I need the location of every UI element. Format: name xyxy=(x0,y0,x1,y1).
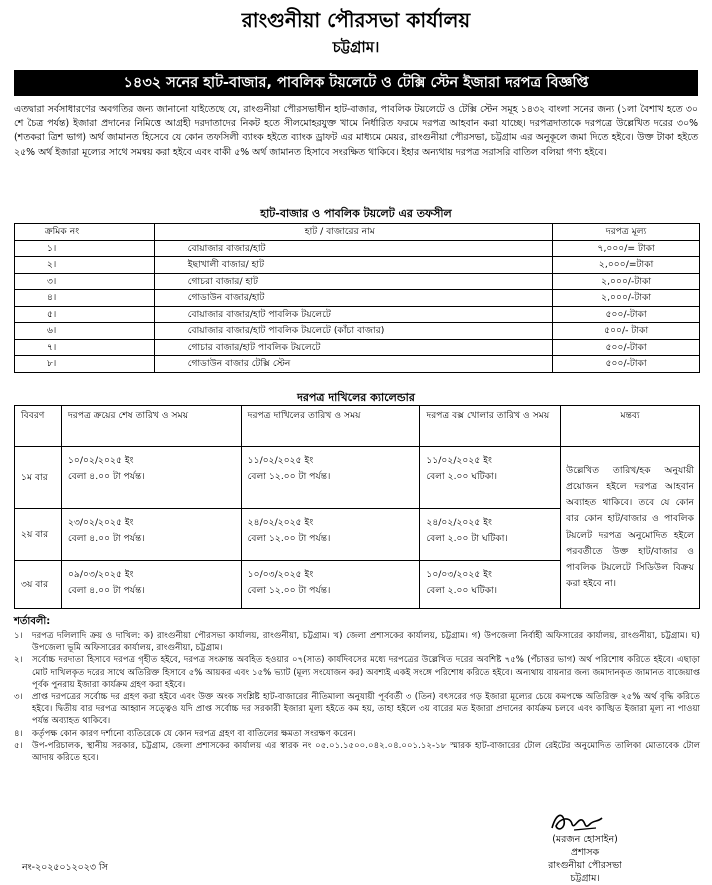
row-name: বোয়াজার বাজার/হাট পাবলিক টয়লেটে (কাঁচা বাজার) xyxy=(154,323,552,340)
calendar-title: দরপত্র দাখিলের ক্যালেন্ডার xyxy=(297,391,415,404)
row-name: গোডাউন বাজার/হাট xyxy=(154,290,552,307)
open-date: ২৪/০২/২০২৫ ইং xyxy=(426,517,492,528)
submit-time: বেলা ১২.০০ টা পর্যন্ত। xyxy=(247,471,331,482)
schedule-title: হাট-বাজার ও পাবলিক টয়লেট এর তফসীল xyxy=(260,207,452,220)
row-sl: ৮। xyxy=(15,356,155,373)
row-sl: ৬। xyxy=(15,323,155,340)
open-cell xyxy=(420,447,561,509)
schedule-table xyxy=(14,223,700,373)
row-price: ৭,০০০/= টাকা xyxy=(553,240,700,257)
schedule-header-sl: ক্রমিক নং xyxy=(15,224,155,241)
buy-time: বেলা ৪.০০ টা পর্যন্ত। xyxy=(67,533,145,544)
table-row xyxy=(15,306,700,323)
calendar-header-remark: মন্তব্য xyxy=(561,406,700,447)
open-time: বেলা ২.০০ ঘটিকা। xyxy=(426,471,498,482)
submit-date: ১১/০২/২০২৫ ইং xyxy=(247,455,314,466)
row-price: ২,০০০/=টাকা xyxy=(553,257,700,274)
officer-name: (মরজন হোসাইন) xyxy=(552,834,618,845)
schedule-header-row xyxy=(15,224,700,241)
term-text: উপ-পরিচালক, স্থানীয় সরকার, চট্টগ্রাম, জেলা প্রশাসকের কার্যালয় এর স্বারক নং ০৫.০১.১৫০০.০৪২.০৪.০০১.১২-১৮ স্মারক হাট-বাজারের টোল রেইটের অনুমোদিত তালিকা মোতাবেক টোল আদায় করিতে হবে। xyxy=(32,740,700,764)
buy-cell xyxy=(61,561,241,609)
term-number: ২। xyxy=(14,655,23,666)
list-item xyxy=(14,740,700,764)
open-date: ১১/০২/২০২৫ ইং xyxy=(426,455,492,466)
table-row xyxy=(15,323,700,340)
row-sl: ৫। xyxy=(15,306,155,323)
office-city: চট্টগ্রাম। xyxy=(332,38,380,56)
row-price: ৫০০/-টাকা xyxy=(553,356,700,373)
term-number: ৪। xyxy=(14,728,23,739)
buy-cell xyxy=(61,509,241,561)
submit-cell xyxy=(241,561,420,609)
calendar-header-row xyxy=(15,406,700,447)
buy-cell xyxy=(61,447,241,509)
term-text: সর্বোচ্চ দরদাতা হিসাবে দরপত্র গৃহীত হইবে, দরপত্র সংক্রান্ত অবহিত হওয়ার ০৭(সাত) কার্যদিবসের মধ্যে দরপত্রের উল্লেখিত দরের অবশিষ্ট ৭৫% (পঁচাত্তর ভাগ) অর্থ পরিশোধ করিতে হইবে। এছাড়া মোট দাখিলকৃত দরের সাথে অতিরিক্ত হিসাবে ৫% আয়কর এবং ১৫% ভ্যাট (মূল্য সংযোজন কর) অবশ্যই একই সংঙ্গে পরিশোধ করিতে হইবে। অন্যথায় বায়নার জন্য জমাদানকৃত জামানত বাজেয়াপ্ত পূর্বক পুনরায় ইজারা কার্যক্রম গ্রহণ করা হইবে। xyxy=(32,655,700,690)
row-sl: ১। xyxy=(15,240,155,257)
calendar-header-open: দরপত্র বক্স খোলার তারিখ ও সময় xyxy=(420,406,561,447)
term-number: ৩। xyxy=(14,692,23,703)
term-number: ৫। xyxy=(14,740,23,751)
term-text: কর্তৃপক্ষ কোন কারণ দর্শানো ব্যতিরেকে যে কোন দরপত্র গ্রহণ বা বাতিলের ক্ষমতা সংরক্ষণ করেন। xyxy=(32,728,356,739)
buy-time: বেলা ৪.০০ টা পর্যন্ত। xyxy=(67,585,145,596)
open-cell xyxy=(420,561,561,609)
list-item xyxy=(14,630,700,654)
terms-list xyxy=(14,630,700,764)
submit-cell xyxy=(241,447,420,509)
office-title: রাংগুনীয়া পৌরসভা কার্যালয় xyxy=(241,8,471,32)
calendar-table xyxy=(14,405,700,609)
round-label: ১ম বার xyxy=(15,447,62,509)
open-date: ১০/০৩/২০২৫ ইং xyxy=(426,569,492,580)
row-price: ৫০০/-টাকা xyxy=(553,306,700,323)
row-name: গোডাউন বাজার টেক্সি স্টেন xyxy=(154,356,552,373)
round-label: ২য় বার xyxy=(15,509,62,561)
term-number: ১। xyxy=(14,631,23,641)
calendar-header-buy: দরপত্র ক্রয়ের শেষ তারিখ ও সময় xyxy=(61,406,241,447)
list-item xyxy=(14,691,700,728)
terms-title: শর্তাবলী: xyxy=(14,616,51,627)
term-text: দরপত্র দলিলাদি ক্রয় ও দাখিল: ক) রাংগুনীয়া পৌরসভা কার্যালয়, রাংগুনীয়া, চট্টগ্রাম। খ) জেলা প্রশাসকের কার্যালয়, চট্টগ্রাম। গ) উপজেলা নির্বাহী অফিসারের কার্যালয়, রাংগুনীয়া, চট্টগ্রাম। ঘ) উপজেলা ভূমি অফিসারের কার্যালয়, রাংগুনীয়া, চট্টগ্রাম। xyxy=(32,631,700,654)
row-name: গোচরা বাজার/ হাট xyxy=(154,273,552,290)
calendar-header-submit: দরপত্র দাখিলের তারিখ ও সময় xyxy=(241,406,420,447)
submit-time: বেলা ১২.০০ টা পর্যন্ত। xyxy=(247,533,331,544)
submit-cell xyxy=(241,509,420,561)
buy-time: বেলা ৪.০০ টা পর্যন্ত। xyxy=(67,471,145,482)
buy-date: ০৯/০৩/২০২৫ ইং xyxy=(67,569,134,580)
officer-office: রাংগুনীয়া পৌরসভা xyxy=(548,860,622,871)
row-sl: ৩। xyxy=(15,273,155,290)
officer-designation: প্রশাসক xyxy=(570,847,599,858)
buy-date: ১০/০২/২০২৫ ইং xyxy=(67,455,134,466)
row-price: ২,০০০/-টাকা xyxy=(553,290,700,307)
buy-date: ২৩/০২/২০২৫ ইং xyxy=(67,517,134,528)
submit-time: বেলা ১২.০০ টা পর্যন্ত। xyxy=(247,585,331,596)
open-time: বেলা ২.০০ ঘটিকা। xyxy=(426,585,498,596)
schedule-header-name: হাট / বাজারের নাম xyxy=(154,224,552,241)
table-row xyxy=(15,339,700,356)
row-name: বোয়াজার বাজার/হাট পাবলিক টয়লেটে xyxy=(154,306,552,323)
row-sl: ৭। xyxy=(15,339,155,356)
row-price: ৫০০/- টাকা xyxy=(553,323,700,340)
table-row xyxy=(15,356,700,373)
open-cell xyxy=(420,509,561,561)
schedule-header-price: দরপত্র মূল্য xyxy=(553,224,700,241)
intro-paragraph: এতদ্বারা সর্বসাধারণের অবগতির জন্য জানানো যাইতেছে যে, রাংগুনীয়া পৌরসভাধীন হাট-বাজার, পাবলিক টয়লেটে ও টেক্সি স্টেন সমূহ ১৪৩২ বাংলা সনের জন্য (১লা বৈশাখ হতে ৩০ শে চৈত্র পর্যন্ত) ইজারা প্রদানের নিমিত্তে আগ্রহী দরদাতাদের নিকট হতে সীলমোহরযুক্ত খামে নির্ধারিত ফরমে দরপত্র আহবান করা যাচ্ছে। দরপত্রদাতাকে দরপত্রে উল্লেখিত দরের ৩০% (শতকরা ত্রিশ ভাগ) অর্থ জামানত হিসেবে যে কোন তফসিলী ব্যাংক হইতে ব্যাংক ড্রাফট এর মাধ্যমে মেয়র, রাংগুনীয়া পৌরসভা, চট্টগ্রাম এর অনুকূলে জমা দিতে হইবে। উক্ত টাকা হইতে ২৫% অর্থ ইজারা মূল্যের সাথে সমন্বয় করা হইবে এবং বাকী ৫% অর্থ জামানত হিসাবে সংরক্ষিত থাকিবে। ইহার অন্যথায় দরপত্র সরাসরি বাতিল বলিয়া গণ্য হইবে। xyxy=(14,104,698,158)
memo-number: নং-২০২৫০১২০২৩ সি xyxy=(22,862,108,873)
row-name: গোচার বাজার/হাট পাবলিক টয়লেটে xyxy=(154,339,552,356)
list-item xyxy=(14,728,700,740)
row-price: ৫০০/-টাকা xyxy=(553,339,700,356)
list-item xyxy=(14,654,700,691)
table-row xyxy=(15,290,700,307)
term-text: প্রাপ্ত দরপত্রের সর্বোচ্চ দর গ্রহণ করা হইবে এবং উক্ত অংক সংশ্লিষ্ট হাট-বাজারের নীতিমালা অনুযায়ী পূর্ববর্তী ৩ (তিন) বৎসরের গড় ইজারা মূল্যের চেয়ে কমপক্ষে অতিরিক্ত ২৫% অর্থ বৃদ্ধি করিতে হইবে। দ্বিতীয় বার দরপত্র আহ্বান সত্ত্বেও যদি প্রাপ্ত সর্বোচ্চ দর সরকারী ইজারা মূল্য হইতে কম হয়, তাহা হইলে ৩য় বারের মত ইজারা প্রদানের কার্যক্রম চলবে এবং কাঙ্খিত ইজারা মূল্য না পাওয়া পর্যন্ত অব্যাহত থাকিবে। xyxy=(32,692,700,727)
row-sl: ৪। xyxy=(15,290,155,307)
notice-banner: ১৪৩২ সনের হাট-বাজার, পাবলিক টয়লেটে ও টেক্সি স্টেন ইজারা দরপত্র বিজ্ঞপ্তি xyxy=(14,70,698,96)
row-name: বোয়াজার বাজার/হাট xyxy=(154,240,552,257)
calendar-remark: উল্লেখিত তারিখ/হক অনুযায়ী প্রয়োজন হইলে দরপত্র আহবান অব্যাহত থাকিবে। তবে যে কোন বার কোন হাট/বাজার ও পাবলিক টয়লেট দরপত্র অনুমোদিত হইলে পরবর্তীতে উক্ত হাট/বাজার ও পাবলিক টয়লেটে সিডিউল বিক্রয় করা হইবে না। xyxy=(561,447,700,609)
row-sl: ২। xyxy=(15,257,155,274)
submit-date: ১০/০৩/২০২৫ ইং xyxy=(247,569,314,580)
calendar-header-label: বিবরণ xyxy=(15,406,62,447)
submit-date: ২৪/০২/২০২৫ ইং xyxy=(247,517,314,528)
table-row xyxy=(15,240,700,257)
table-row xyxy=(15,447,700,509)
open-time: বেলা ২.০০ টা ঘটিকা। xyxy=(426,533,508,544)
row-name: ইছাখালী বাজার/ হাট xyxy=(154,257,552,274)
officer-city: চট্টগ্রাম। xyxy=(570,873,600,884)
table-row xyxy=(15,273,700,290)
round-label: ৩য় বার xyxy=(15,561,62,609)
table-row xyxy=(15,257,700,274)
row-price: ২,০০০/-টাকা xyxy=(553,273,700,290)
